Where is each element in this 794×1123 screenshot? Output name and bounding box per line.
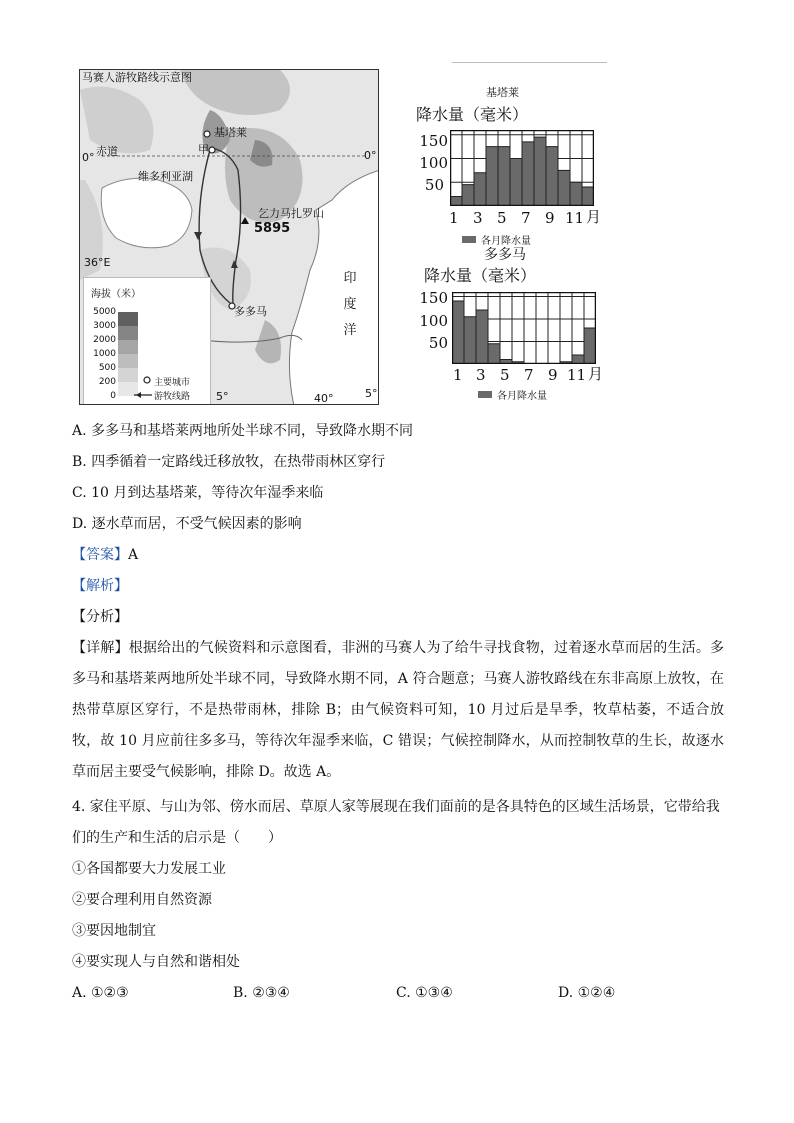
chart2-xtick: 9: [548, 366, 558, 384]
label-0deg-left: 0°: [82, 151, 95, 164]
legend-value: 0: [110, 391, 116, 401]
chart1-ytick-50: 50: [424, 176, 444, 194]
chart1-ytick-150: 150: [419, 132, 448, 150]
legend-swatch-500: [118, 368, 138, 382]
legend-value: 5000: [93, 307, 116, 317]
chart1-plot: [450, 130, 594, 206]
chart1-ytick-100: 100: [419, 154, 448, 172]
route-map: [79, 69, 379, 405]
chart1-xtick: 7: [521, 209, 531, 227]
bar-month-5: [498, 147, 510, 206]
chart1-xtick: 3: [473, 209, 483, 227]
chart1-xtick: 9: [545, 209, 555, 227]
q4-option-c: C. ①③④: [396, 985, 453, 1001]
label-indian-ocean: 印度洋: [343, 271, 357, 338]
chart2-xtick: 7: [524, 366, 534, 384]
legend-value: 1000: [93, 349, 116, 359]
label-equator: 赤道: [96, 145, 118, 158]
fenxi-label: 【分析】: [72, 609, 128, 625]
city-marker-icon: [142, 375, 152, 385]
option-d: D. 逐水草而居，不受气候因素的影响: [72, 516, 302, 532]
label-5deg-left: 5°: [216, 390, 229, 403]
bar-month-1: [450, 197, 462, 207]
bar-month-4: [486, 147, 498, 206]
label-dodoma: 多多马: [234, 305, 267, 318]
legend-swatch-1000: [118, 354, 138, 368]
option-c: C. 10 月到达基塔莱，等待次年湿季来临: [72, 485, 324, 501]
bar-month-11: [572, 355, 584, 364]
legend-value: 200: [98, 377, 116, 387]
chart2-xtick: 1: [453, 366, 463, 384]
chart1-legend-label: 各月降水量: [481, 236, 531, 247]
answer-label: 【答案】: [72, 547, 128, 563]
label-jia: 甲: [198, 143, 209, 156]
chart2-xtick: 3: [476, 366, 486, 384]
legend-title: 海拔（米）: [91, 289, 141, 300]
chart1-xtick-unit: 月: [586, 208, 602, 226]
chart1-xtick: 11: [565, 209, 585, 227]
q4-option-a: A. ①②③: [72, 985, 129, 1001]
chart2-ytick-50: 50: [428, 334, 448, 352]
label-36e: 36°E: [84, 256, 111, 269]
bar-month-9: [546, 147, 558, 206]
q4-item-3: ③要因地制宜: [72, 923, 156, 939]
legend-route: 游牧线路: [154, 392, 191, 402]
answer-line: [72, 545, 138, 565]
analysis-label: 【解析】: [72, 578, 128, 594]
chart1-xtick: 5: [497, 209, 507, 227]
chart2-ytick-100: 100: [419, 312, 448, 330]
bar-month-3: [476, 310, 488, 364]
chart2-xtick-unit: 月: [588, 365, 604, 383]
legend-city: 主要城市: [154, 378, 191, 388]
label-kilimanjaro: 乞力马扎罗山: [258, 207, 324, 220]
detail-text: 根据给出的气候资料和示意图看，非洲的马赛人为了给牛寻找食物，过着逐水草而居的生活。多多马和基塔莱两地所处半球不同，导致降水期不同，A 符合题意；马赛人游牧路线在东非高原上放牧，在热带草原区穿行，不是热带雨林，排除 B；由气候资料可知，10 月过后是旱季，牧草枯萎，不适合放牧，故 10 月应前往多多马，等待次年湿季来临，C 错误；气候控制降水，从而控制牧草的生长，故逐水草而居主要受气候影响，排除 D。故选 A。: [72, 640, 725, 780]
chart2-ylabel: 降水量（毫米）: [424, 266, 537, 285]
q4-option-d: D. ①②④: [558, 985, 616, 1001]
label-lake-victoria: 维多利亚湖: [138, 170, 193, 183]
chart1-xtick: 1: [449, 209, 459, 227]
q4-stem-line1: 4. 家住平原、与山为邻、傍水而居、草原人家等展现在我们面前的是各具特色的区域生活场景，它带给我: [72, 799, 720, 815]
chart2-legend-label: 各月降水量: [497, 391, 547, 402]
route-arrow-icon: [134, 391, 154, 399]
chart-kitale: [412, 102, 612, 252]
q4-option-b: B. ②③④: [233, 985, 290, 1001]
label-40deg: 40°: [314, 392, 334, 405]
legend-swatch-3000: [118, 326, 138, 340]
map-legend: [83, 277, 211, 405]
bar-month-3: [474, 173, 486, 206]
chart2-legend: [478, 387, 547, 402]
chart2-title: 多多马: [484, 247, 526, 263]
bar-month-7: [522, 142, 534, 206]
legend-swatch-5000: [118, 312, 138, 326]
legend-value: 3000: [93, 321, 116, 331]
bar-month-12: [584, 328, 596, 364]
label-kitale: 基塔莱: [214, 126, 247, 139]
bar-month-8: [534, 137, 546, 206]
chart1-title: 基塔莱: [486, 86, 519, 99]
map-title: 马赛人游牧路线示意图: [82, 71, 192, 84]
chart2-ytick-150: 150: [419, 289, 448, 307]
chart2-xtick: 11: [567, 366, 587, 384]
bar-month-4: [488, 344, 500, 364]
chart-dodoma: [412, 246, 612, 404]
q4-item-1: ①各国都要大力发展工业: [72, 861, 226, 877]
chart2-xtick: 5: [500, 366, 510, 384]
q4-item-2: ②要合理利用自然资源: [72, 892, 212, 908]
legend-value: 2000: [93, 335, 116, 345]
label-0deg-right: 0°: [364, 149, 377, 162]
chart1-ylabel: 降水量（毫米）: [416, 105, 529, 124]
detail-paragraph: [72, 633, 724, 788]
legend-value: 500: [98, 363, 116, 373]
label-5deg-right: 5°: [365, 387, 378, 400]
bar-month-12: [582, 187, 594, 206]
bar-month-2: [464, 317, 476, 364]
legend-swatch-2000: [118, 340, 138, 354]
bar-month-10: [558, 170, 570, 206]
option-a: A. 多多马和基塔莱两地所处半球不同，导致降水期不同: [72, 423, 414, 439]
label-elevation: 5895: [254, 221, 291, 236]
q4-stem-line2: 们的生产和生活的启示是（ ）: [72, 830, 282, 846]
option-b: B. 四季循着一定路线迁移放牧，在热带雨林区穿行: [72, 454, 386, 470]
answer-value: A: [128, 547, 139, 563]
q4-item-4: ④要实现人与自然和谐相处: [72, 954, 240, 970]
legend-swatch: [462, 236, 476, 243]
detail-label: 【详解】: [72, 640, 129, 656]
legend-swatch: [478, 391, 492, 398]
bar-month-6: [510, 159, 522, 207]
top-rule: [452, 62, 607, 63]
bar-month-11: [570, 182, 582, 206]
bar-month-2: [462, 185, 474, 206]
chart2-plot: [452, 292, 596, 364]
bar-month-1: [452, 301, 464, 364]
